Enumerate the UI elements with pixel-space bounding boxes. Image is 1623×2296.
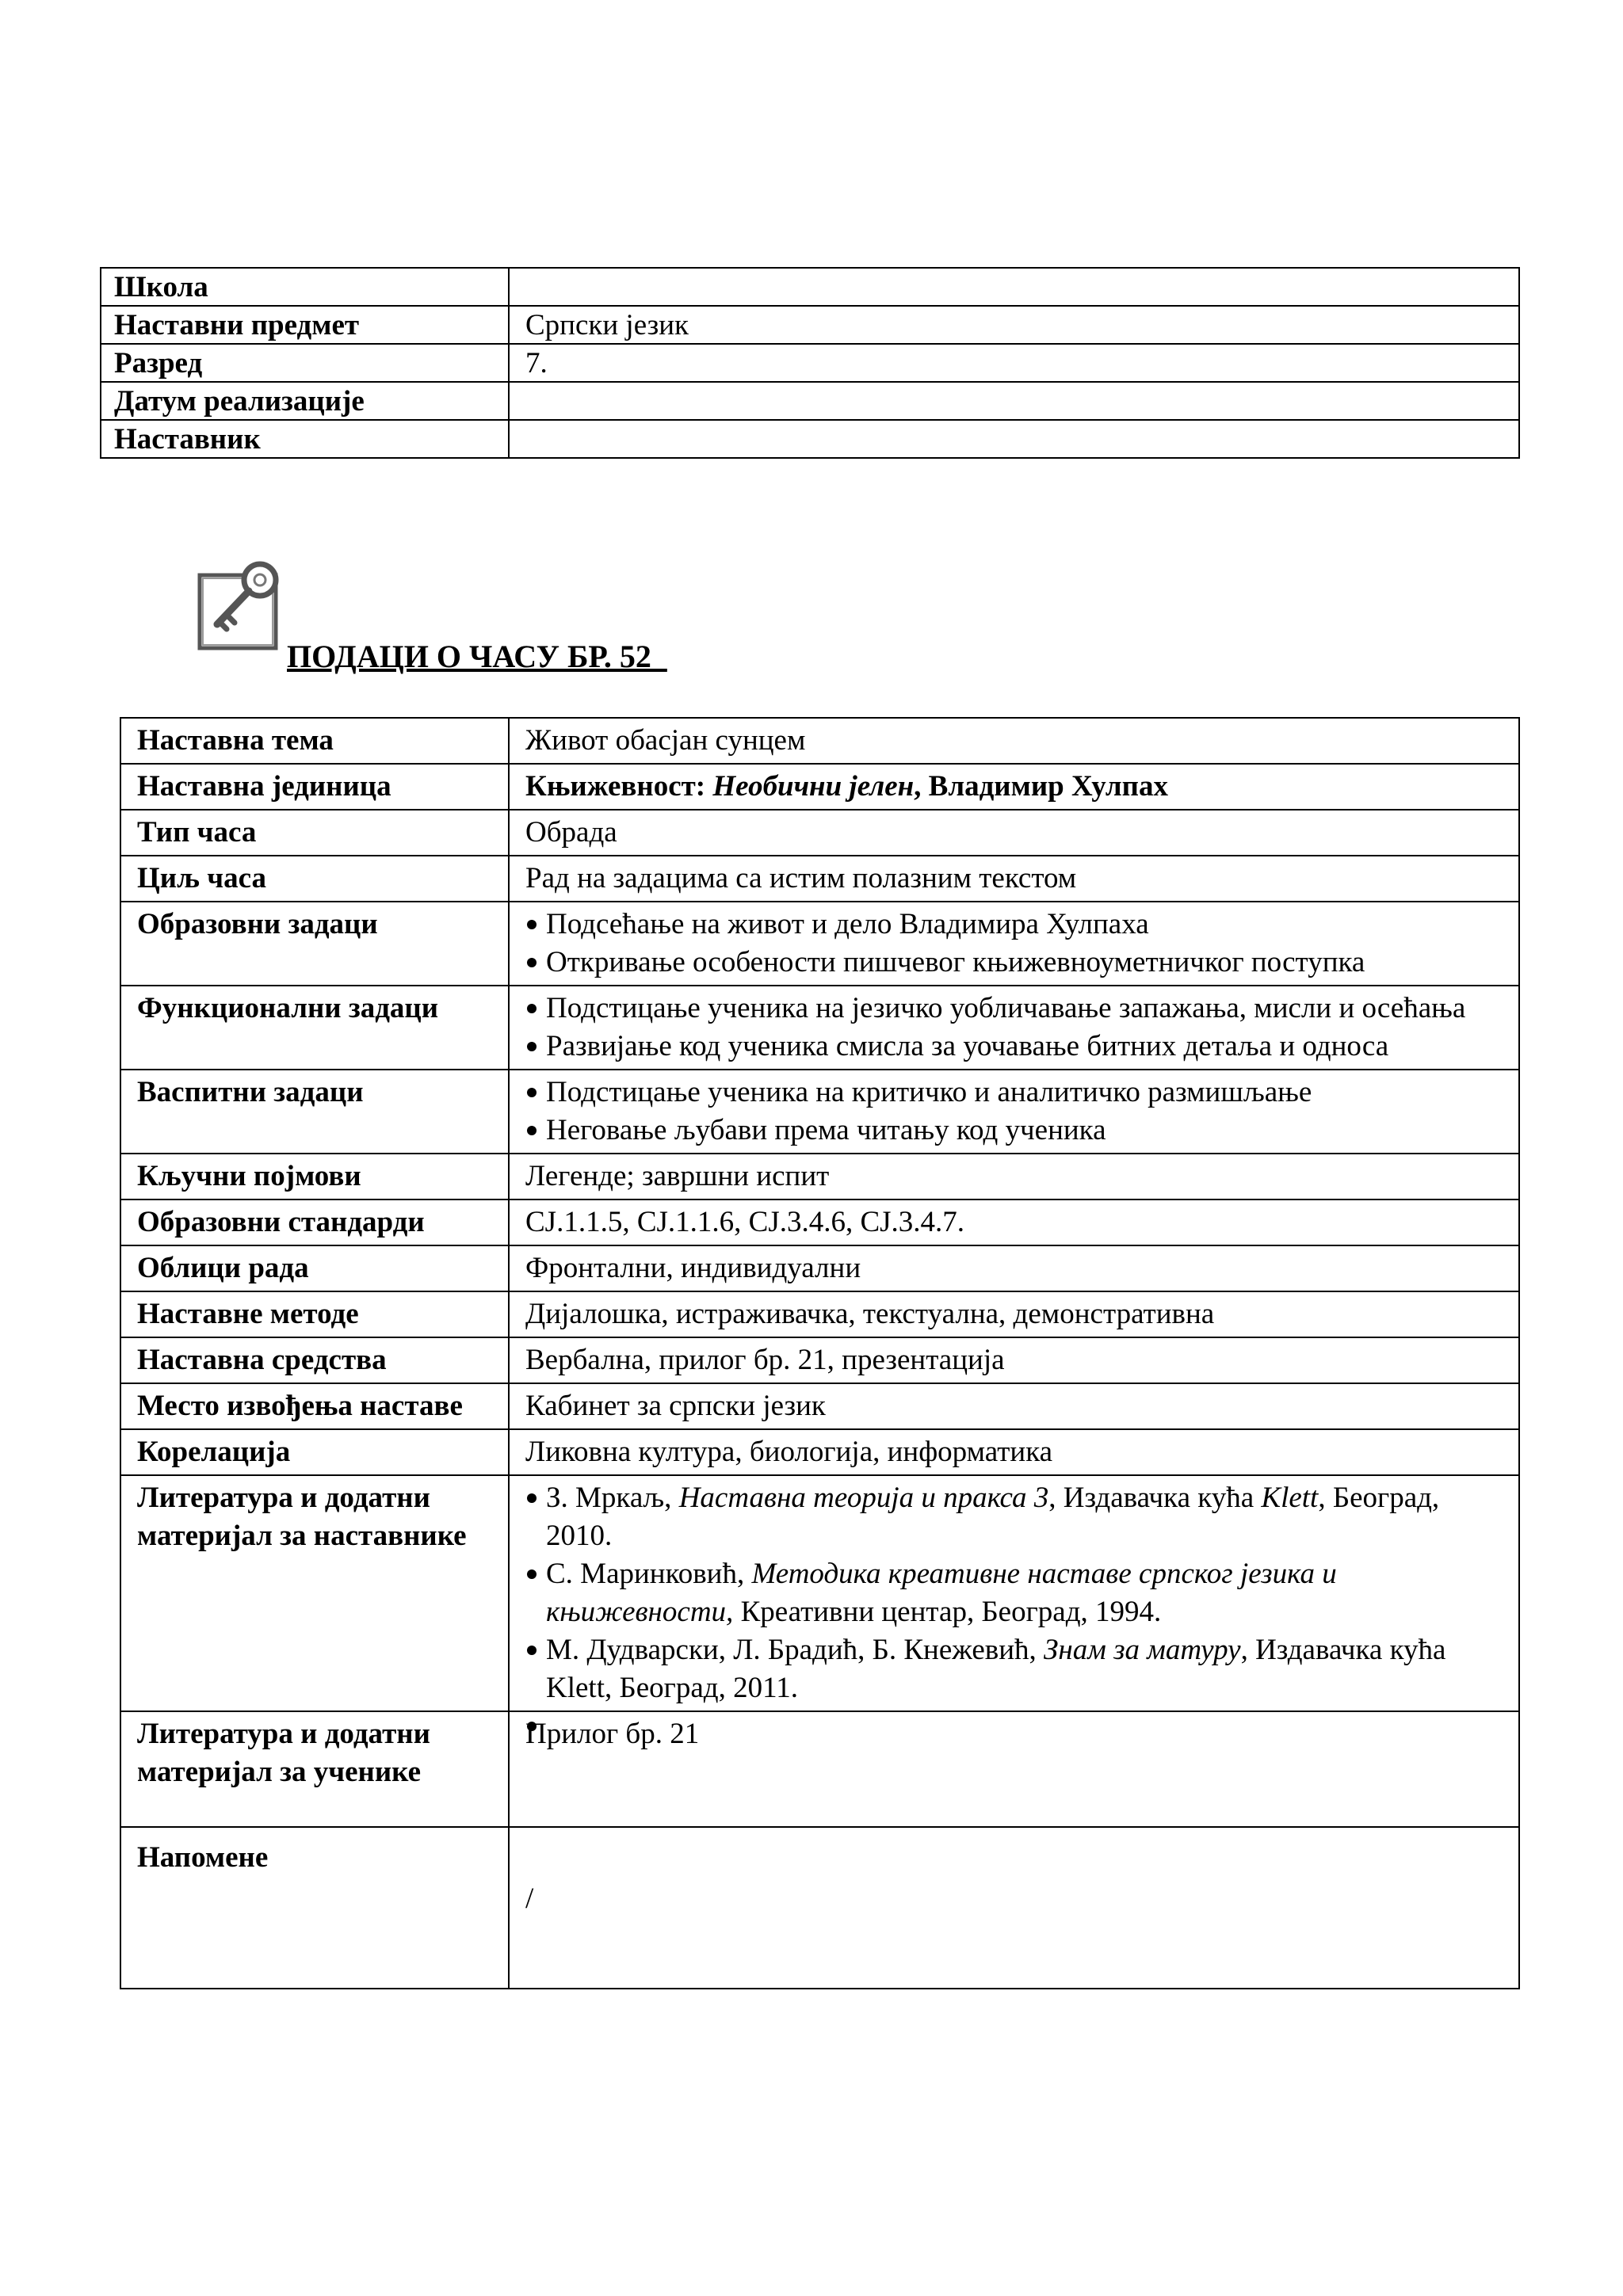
methods-value: Дијалошка, истраживачка, текстуална, демонстративна (509, 1291, 1519, 1337)
student-lit-label: Литература и додатни материјал за ученике (120, 1711, 509, 1827)
bullet-list (525, 1479, 1510, 1707)
page-title: ПОДАЦИ О ЧАСУ БР. 52 (287, 639, 667, 674)
teacher-value (509, 420, 1519, 458)
notes-label: Напомене (120, 1827, 509, 1989)
lit-author: З. Мркаљ, (546, 1482, 679, 1514)
table-row (120, 1154, 1519, 1199)
correlation-label: Корелација (120, 1429, 509, 1475)
upbr-tasks-value (509, 1070, 1519, 1154)
table-row (101, 344, 1519, 382)
school-label: Школа (101, 268, 509, 306)
lit-title: Наставна теорија и пракса 3 (678, 1482, 1049, 1514)
table-row (120, 1337, 1519, 1383)
table-row (101, 268, 1519, 306)
lit-publisher: , Издавачка кућа Klett, Београд, 2011. (546, 1634, 1446, 1704)
subject-label: Наставни предмет (101, 306, 509, 344)
list-item (525, 1555, 1510, 1631)
func-tasks-label: Функционални задаци (120, 986, 509, 1070)
forms-value: Фронтални, индивидуални (509, 1245, 1519, 1291)
func-tasks-value (509, 986, 1519, 1070)
unit-prefix: Књижевност: (525, 770, 713, 803)
list-item (525, 1479, 1510, 1555)
type-value: Обрада (509, 810, 1519, 856)
teacher-lit-label: Литература и додатни материјал за наставнике (120, 1475, 509, 1711)
lit-place-year: , Београд, 2010. (546, 1482, 1440, 1552)
standards-value: СЈ.1.1.5, СЈ.1.1.6, СЈ.3.4.6, СЈ.3.4.7. (509, 1199, 1519, 1245)
subject-value: Српски језик (509, 306, 1519, 344)
list-item: Развијање код ученика смисла за уочавање битних детаља и односа (525, 1028, 1510, 1066)
methods-label: Наставне методе (120, 1291, 509, 1337)
unit-value (509, 764, 1519, 810)
aids-label: Наставна средства (120, 1337, 509, 1383)
lesson-table (120, 717, 1520, 1989)
goal-label: Циљ часа (120, 856, 509, 902)
edu-tasks-label: Образовни задаци (120, 902, 509, 986)
table-row (120, 1199, 1519, 1245)
table-row (120, 902, 1519, 986)
key-terms-label: Кључни појмови (120, 1154, 509, 1199)
table-row (120, 764, 1519, 810)
table-row (120, 1245, 1519, 1291)
table-row (120, 1291, 1519, 1337)
bullet-list (525, 906, 1510, 982)
unit-label: Наставна јединица (120, 764, 509, 810)
teacher-lit-value (509, 1475, 1519, 1711)
topic-label: Наставна тема (120, 718, 509, 764)
teacher-label: Наставник (101, 420, 509, 458)
list-item (525, 1631, 1510, 1707)
student-lit-value: Прилог бр. 21 (509, 1711, 1519, 1827)
unit-title: Необични јелен (712, 770, 915, 803)
aids-value: Вербална, прилог бр. 21, презентација (509, 1337, 1519, 1383)
list-item: Откривање особености пишчевог књижевноуметничког поступка (525, 944, 1510, 982)
key-terms-value: Легенде; завршни испит (509, 1154, 1519, 1199)
grade-label: Разред (101, 344, 509, 382)
table-row (120, 1475, 1519, 1711)
table-row (120, 1070, 1519, 1154)
table-row (101, 306, 1519, 344)
type-label: Тип часа (120, 810, 509, 856)
upbr-tasks-label: Васпитни задаци (120, 1070, 509, 1154)
forms-label: Облици рада (120, 1245, 509, 1291)
unit-author: , Владимир Хулпах (914, 770, 1168, 803)
key-icon (195, 558, 290, 653)
school-value (509, 268, 1519, 306)
table-row (120, 1383, 1519, 1429)
lit-title: Знам за матуру (1044, 1634, 1241, 1666)
goal-value: Рад на задацима са истим полазним текстом (509, 856, 1519, 902)
bullet-list (525, 990, 1510, 1066)
place-value: Кабинет за српски језик (509, 1383, 1519, 1429)
bullet-list (525, 1074, 1510, 1150)
table-row (120, 1711, 1519, 1827)
table-row (120, 1827, 1519, 1989)
list-item: Подсећање на живот и дело Владимира Хулпаха (525, 906, 1510, 944)
date-value (509, 382, 1519, 420)
place-label: Место извођења наставе (120, 1383, 509, 1429)
topic-value: Живот обасјан сунцем (509, 718, 1519, 764)
table-row (120, 810, 1519, 856)
table-row (120, 986, 1519, 1070)
list-item: Подстицање ученика на језичко уобличавање запажања, мисли и осећања (525, 990, 1510, 1028)
lit-title: Методика креативне наставе српског језика и књижевности, (546, 1558, 1337, 1628)
header-table (100, 267, 1520, 459)
table-row (120, 718, 1519, 764)
lit-publisher: Креативни центар, Београд, 1994. (733, 1596, 1162, 1628)
standards-label: Образовни стандарди (120, 1199, 509, 1245)
lit-author: С. Маринковић, (546, 1558, 752, 1590)
lit-author: М. Дудварски, Л. Брадић, Б. Кнежевић, (546, 1634, 1044, 1666)
table-row (120, 856, 1519, 902)
edu-tasks-value (509, 902, 1519, 986)
lit-publisher: , Издавачка кућа (1048, 1482, 1262, 1514)
list-item: Неговање љубави према читању код ученика (525, 1112, 1510, 1150)
notes-value: / (509, 1827, 1519, 1989)
table-row (101, 382, 1519, 420)
table-row (101, 420, 1519, 458)
list-item: Подстицање ученика на критичко и аналитичко размишљање (525, 1074, 1510, 1112)
lit-publisher-name: Klett (1261, 1482, 1319, 1514)
correlation-value: Ликовна култура, биологија, информатика (509, 1429, 1519, 1475)
table-row (120, 1429, 1519, 1475)
date-label: Датум реализације (101, 382, 509, 420)
grade-value: 7. (509, 344, 1519, 382)
